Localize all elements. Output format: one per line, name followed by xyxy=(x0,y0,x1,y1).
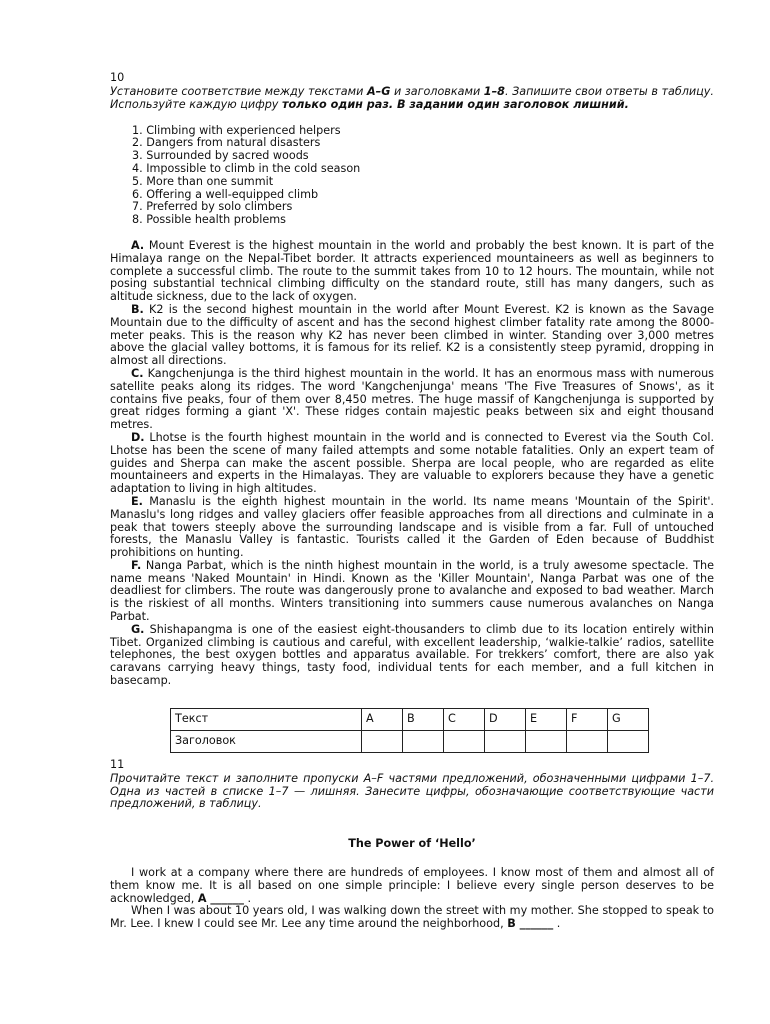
text-body: K2 is the second highest mountain in the world after Mount Everest. K2 is known as the Savage Mountain due to the difficulty of ascent and has the second highest climber fatality rate among the 8000-meter peaks. This is the reason why K2 has never been climbed in winter. Standing over 3,000 metres above the glacial valley bottoms, it is famous for its relief. K2 is a consistently steep pyramid, dropping in almost all directions. xyxy=(110,302,714,368)
text-letter: E. xyxy=(131,494,143,508)
headings-list xyxy=(132,125,714,227)
answer-cell[interactable] xyxy=(567,730,608,752)
answer-cell[interactable] xyxy=(608,730,649,752)
heading-item: 1. Climbing with experienced helpers xyxy=(132,123,341,137)
answer-cell[interactable] xyxy=(526,730,567,752)
task-number: 11 xyxy=(110,757,125,771)
task-instruction xyxy=(110,86,714,112)
paragraph-text: When I was about 10 years old, I was walking down the street with my mother. She stopped to speak to Mr. Lee. I knew I could see Mr. Lee any time around the neighborhood, xyxy=(110,904,714,931)
answer-cell[interactable] xyxy=(485,730,526,752)
task-number: 10 xyxy=(110,71,125,84)
instruction-bold: только один раз. В задании один заголовок лишний. xyxy=(281,97,629,111)
task-instruction: Прочитайте текст и заполните пропуски A–F частями предложений, обозначенными цифрами 1–7. Одна из частей в списке 1–7 — лишняя. Занесите цифры, обозначающие соответствующие части предложений, в таблицу. xyxy=(110,771,714,811)
instruction-text: . Запишите свои ответы в таблицу. Используйте каждую цифру xyxy=(110,85,714,111)
text-letter: A. xyxy=(131,238,145,252)
text-letter: C. xyxy=(131,366,144,380)
gap-b: B ______ xyxy=(507,917,554,931)
row-label-heading: Заголовок xyxy=(171,730,362,752)
answer-cell[interactable] xyxy=(403,730,444,752)
heading-item: 6. Offering a well-equipped climb xyxy=(132,187,319,201)
row-label-text: Текст xyxy=(171,708,362,730)
text-f xyxy=(110,560,714,624)
answer-cell[interactable] xyxy=(362,730,403,752)
text-body: Shishapangma is one of the easiest eight-thousanders to climb due to its location entirely within Tibet. Organized climbing is cautious and careful, with excellent leadership, ‘walkie-talkie’ radios, satellite telephones, the best oxygen bottles and apparatus available. For trekkers’ comfort, there are also yak caravans carrying heavy things, tasty food, individual tents for each member, and a full kitchen in basecamp. xyxy=(110,622,714,688)
instruction-text: и заголовками xyxy=(390,85,484,98)
text-body: Nanga Parbat, which is the ninth highest mountain in the world, is a truly awesome spectacle. The name means 'Naked Mountain' in Hindi. Known as the 'Killer Mountain', Nanga Parbat was one of the deadliest for climbers. The route was dangerously prone to avalanche and exposed to bad weather. March is the riskiest of all months. Winters transitioning into summers cause numerous avalanches on Nanga Parbat. xyxy=(110,558,714,624)
page xyxy=(110,72,714,931)
text-body: Kangchenjunga is the third highest mountain in the world. It has an enormous mass with numerous satellite peaks along its ridges. The word 'Kangchenjunga' means 'The Five Treasures of Snows', as it contains five peaks, four of them over 8,450 metres. The huge massif of Kangchenjunga is supported by great ridges forming a giant 'X'. These ridges contain majestic peaks between six and eight thousand metres. xyxy=(110,366,714,432)
text-letter: D. xyxy=(131,430,145,444)
instruction-bold: 1–8 xyxy=(483,85,505,98)
text-g xyxy=(110,624,714,688)
instruction-text: Установите соответствие между текстами xyxy=(110,85,367,98)
paragraph-end: . xyxy=(244,891,252,905)
column-letter: D xyxy=(485,708,526,730)
column-letter: F xyxy=(567,708,608,730)
column-letter: B xyxy=(403,708,444,730)
heading-item: 4. Impossible to climb in the cold season xyxy=(132,161,361,175)
text-letter: F. xyxy=(131,558,142,572)
heading-item: 8. Possible health problems xyxy=(132,213,286,227)
table-row xyxy=(171,708,649,730)
spacer xyxy=(110,688,714,708)
heading-item: 3. Surrounded by sacred woods xyxy=(132,149,309,163)
text-body: Lhotse is the fourth highest mountain in the world and is connected to Everest via the South Col. Lhotse has been the scene of many failed attempts and some notable fatalities. Only an expert team of guides and Sherpa can make the ascent possible. Sherpa are local people, who are regarded as elite mountaineers and experts in the Himalayas. They are valuable to explorers because they have a genetic adaptation to living in high altitudes. xyxy=(110,430,714,496)
text-d xyxy=(110,432,714,496)
text-letter: B. xyxy=(131,302,144,316)
instruction-bold: A–G xyxy=(366,85,391,98)
text-e xyxy=(110,496,714,560)
heading-item: 5. More than one summit xyxy=(132,174,274,188)
column-letter: G xyxy=(608,708,649,730)
answer-table xyxy=(170,708,649,753)
answer-cell[interactable] xyxy=(444,730,485,752)
column-letter: E xyxy=(526,708,567,730)
text-body: Mount Everest is the highest mountain in the world and probably the best known. It is part of the Himalaya range on the Nepal-Tibet border. It attracts experienced mountaineers as well as beginners to complete a successful climb. The route to the summit takes from 10 to 12 hours. The mountain, while not posing substantial technical climbing difficulty on the standard route, still has many dangers, such as altitude sickness, due to the lack of oxygen. xyxy=(110,238,714,304)
heading-item: 7. Preferred by solo climbers xyxy=(132,200,293,214)
table-row xyxy=(171,730,649,752)
gap-a: A ______ xyxy=(197,891,244,905)
paragraph-text: I work at a company where there are hundreds of employees. I know most of them and almost all of them know me. It is all based on one simple principle: I believe every single person deserves to be acknowledged, xyxy=(110,866,714,905)
story-title: The Power of ‘Hello’ xyxy=(348,837,476,851)
text-body: Manaslu is the eighth highest mountain in the world. Its name means 'Mountain of the Spirit'. Manaslu's long ridges and valley glaciers offer feasible approaches from all directions and culminate in a peak that towers steeply above the surrounding landscape and is visible from a far. Full of untouched forests, the Manaslu Valley is fantastic. Tourists called it the Garden of Eden because of Buddhist prohibitions on hunting. xyxy=(110,494,714,560)
column-letter: A xyxy=(362,708,403,730)
story-paragraph xyxy=(110,905,714,931)
story-paragraph xyxy=(110,867,714,905)
text-c xyxy=(110,368,714,432)
column-letter: C xyxy=(444,708,485,730)
paragraph-end: . xyxy=(553,917,561,931)
texts-section xyxy=(110,240,714,688)
text-a xyxy=(110,240,714,304)
text-b xyxy=(110,304,714,368)
text-letter: G. xyxy=(131,622,145,636)
heading-item: 2. Dangers from natural disasters xyxy=(132,136,321,150)
